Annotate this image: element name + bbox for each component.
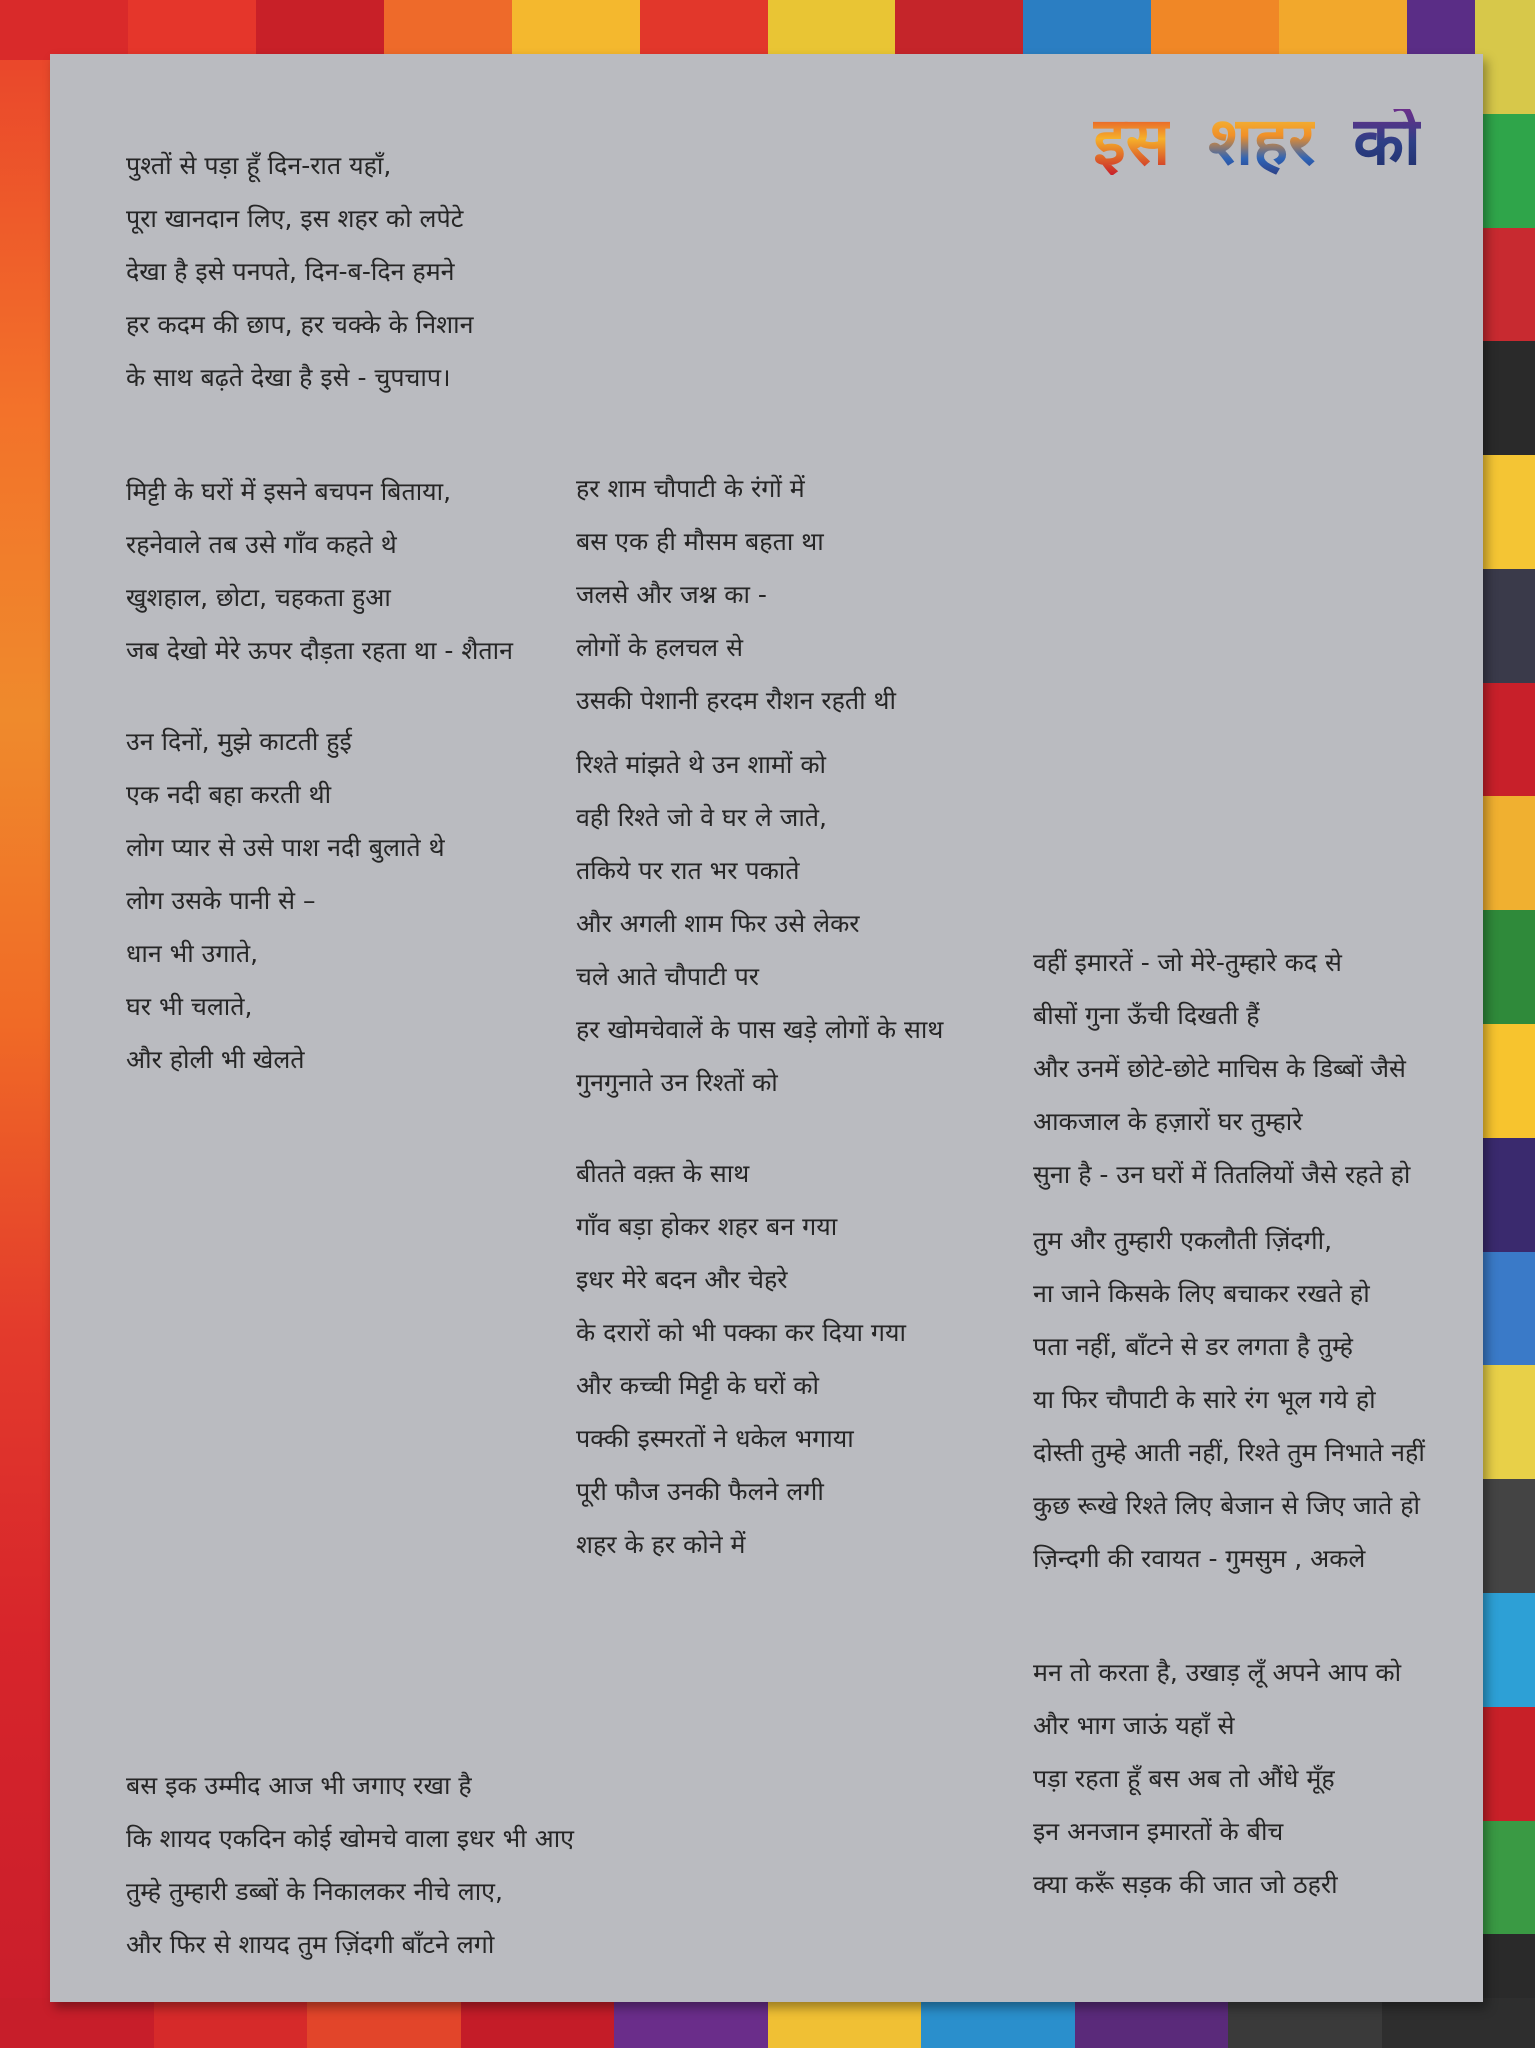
- poem-line: लोग उसके पानी से –: [126, 886, 316, 915]
- stanza-col2-2: [576, 738, 943, 1109]
- poem-line: धान भी उगाते,: [126, 939, 259, 968]
- stanza-intro: [126, 139, 473, 404]
- poem-line: हर कदम की छाप, हर चक्के के निशान: [126, 310, 474, 339]
- stanza-col3-2: [1033, 1214, 1425, 1585]
- poem-line: तकिये पर रात भर पकाते: [576, 856, 800, 885]
- poem-line: और होली भी खेलते: [126, 1045, 305, 1074]
- poem-line: पता नहीं, बाँटने से डर लगता है तुम्हे: [1033, 1332, 1353, 1361]
- poem-line: हर खोमचेवालें के पास खड़े लोगों के साथ: [576, 1015, 944, 1044]
- poem-line: बस इक उम्मीद आज भी जगाए रखा है: [126, 1771, 472, 1800]
- poem-line: बीसों गुना ऊँची दिखती हैं: [1033, 1001, 1260, 1030]
- poem-line: या फिर चौपाटी के सारे रंग भूल गये हो: [1033, 1385, 1376, 1414]
- poem-line: गुनगुनाते उन रिश्तों को: [576, 1068, 778, 1097]
- poem-line: दोस्ती तुम्हे आती नहीं, रिश्ते तुम निभाते नहीं: [1033, 1438, 1425, 1467]
- poem-line: गाँव बड़ा होकर शहर बन गया: [576, 1212, 838, 1241]
- background-left-band: [0, 0, 52, 2048]
- poem-line: एक नदी बहा करती थी: [126, 780, 332, 809]
- stanza-col3-1: [1033, 936, 1410, 1201]
- stanza-col2-1: [576, 462, 896, 727]
- stanza-col1-2: [126, 715, 445, 1086]
- poem-line: इधर मेरे बदन और चेहरे: [576, 1265, 788, 1294]
- poem-line: चले आते चौपाटी पर: [576, 962, 759, 991]
- poem-line: और उनमें छोटे-छोटे माचिस के डिब्बों जैसे: [1033, 1054, 1406, 1083]
- poem-line: और अगली शाम फिर उसे लेकर: [576, 909, 860, 938]
- poem-line: कि शायद एकदिन कोई खोमचे वाला इधर भी आए: [126, 1824, 574, 1853]
- poem-line: और कच्ची मिट्टी के घरों को: [576, 1371, 819, 1400]
- poem-line: पक्की इस्मरतों ने धकेल भगाया: [576, 1424, 854, 1453]
- poem-line: कुछ रूखे रिश्ते लिए बेजान से जिए जाते हो: [1033, 1491, 1420, 1520]
- poem-line: पूरी फौज उनकी फैलने लगी: [576, 1477, 824, 1506]
- poem-line: हर शाम चौपाटी के रंगों में: [576, 474, 805, 503]
- poem-line: देखा है इसे पनपते, दिन-ब-दिन हमने: [126, 257, 455, 286]
- poem-line: के दरारों को भी पक्का कर दिया गया: [576, 1318, 906, 1347]
- poem-line: और भाग जाऊं यहाँ से: [1033, 1711, 1235, 1740]
- poem-line: वही रिश्ते जो वे घर ले जाते,: [576, 803, 828, 832]
- poem-line: खुशहाल, छोटा, चहकता हुआ: [126, 583, 391, 612]
- poem-line: सुना है - उन घरों में तितलियों जैसे रहते हो: [1033, 1160, 1411, 1189]
- poem-line: लोग प्यार से उसे पाश नदी बुलाते थे: [126, 833, 445, 862]
- background-bottom-band: [0, 1998, 1535, 2048]
- stanza-closing: [126, 1759, 574, 1971]
- poem-line: के साथ बढ़ते देखा है इसे - चुपचाप।: [126, 363, 451, 392]
- poem-line: शहर के हर कोने में: [576, 1530, 746, 1559]
- poem-line: बस एक ही मौसम बहता था: [576, 527, 824, 556]
- background-right-band: [1475, 0, 1535, 2048]
- stanza-col3-3: [1033, 1646, 1401, 1911]
- poem-line: जलसे और जश्न का -: [576, 580, 767, 609]
- poem-line: पुश्तों से पड़ा हूँ दिन-रात यहाँ,: [126, 151, 392, 180]
- poem-line: तुम और तुम्हारी एकलौती ज़िंदगी,: [1033, 1226, 1333, 1255]
- poem-line: उसकी पेशानी हरदम रौशन रहती थी: [576, 686, 897, 715]
- poem-line: मिट्टी के घरों में इसने बचपन बिताया,: [126, 477, 452, 506]
- poem-line: वहीं इमारतें - जो मेरे-तुम्हारे कद से: [1033, 948, 1342, 977]
- poem-line: ज़िन्दगी की रवायत - गुमसुम , अकले: [1033, 1544, 1366, 1573]
- poem-line: और फिर से शायद तुम ज़िंदगी बाँटने लगो: [126, 1930, 495, 1959]
- poem-line: पूरा खानदान लिए, इस शहर को लपेटे: [126, 204, 464, 233]
- poem-line: रिश्ते मांझते थे उन शामों को: [576, 750, 827, 779]
- poem-title: [1093, 103, 1421, 180]
- poem-sheet: [50, 54, 1483, 2002]
- title-word-1: इस: [1093, 103, 1171, 180]
- title-word-2: शहर: [1208, 103, 1316, 180]
- poem-line: लोगों के हलचल से: [576, 633, 743, 662]
- poem-line: उन दिनों, मुझे काटती हुई: [126, 727, 352, 756]
- poem-line: जब देखो मेरे ऊपर दौड़ता रहता था - शैतान: [126, 636, 513, 665]
- poem-line: रहनेवाले तब उसे गाँव कहते थे: [126, 530, 397, 559]
- title-word-3: को: [1353, 103, 1421, 180]
- stanza-col2-3: [576, 1147, 906, 1571]
- poem-line: पड़ा रहता हूँ बस अब तो औंधे मूँह: [1033, 1764, 1335, 1793]
- poem-line: ना जाने किसके लिए बचाकर रखते हो: [1033, 1279, 1370, 1308]
- stanza-col1-1: [126, 465, 513, 677]
- poem-line: इन अनजान इमारतों के बीच: [1033, 1817, 1284, 1846]
- poem-line: तुम्हे तुम्हारी डब्बों के निकालकर नीचे लाए,: [126, 1877, 503, 1906]
- background-top-band: [0, 0, 1535, 60]
- poem-line: क्या करूँ सड़क की जात जो ठहरी: [1033, 1870, 1338, 1899]
- poem-line: घर भी चलाते,: [126, 992, 253, 1021]
- poem-line: बीतते वक़्त के साथ: [576, 1159, 750, 1188]
- poem-line: मन तो करता है, उखाड़ लूँ अपने आप को: [1033, 1658, 1402, 1687]
- poem-line: आकजाल के हज़ारों घर तुम्हारे: [1033, 1107, 1303, 1136]
